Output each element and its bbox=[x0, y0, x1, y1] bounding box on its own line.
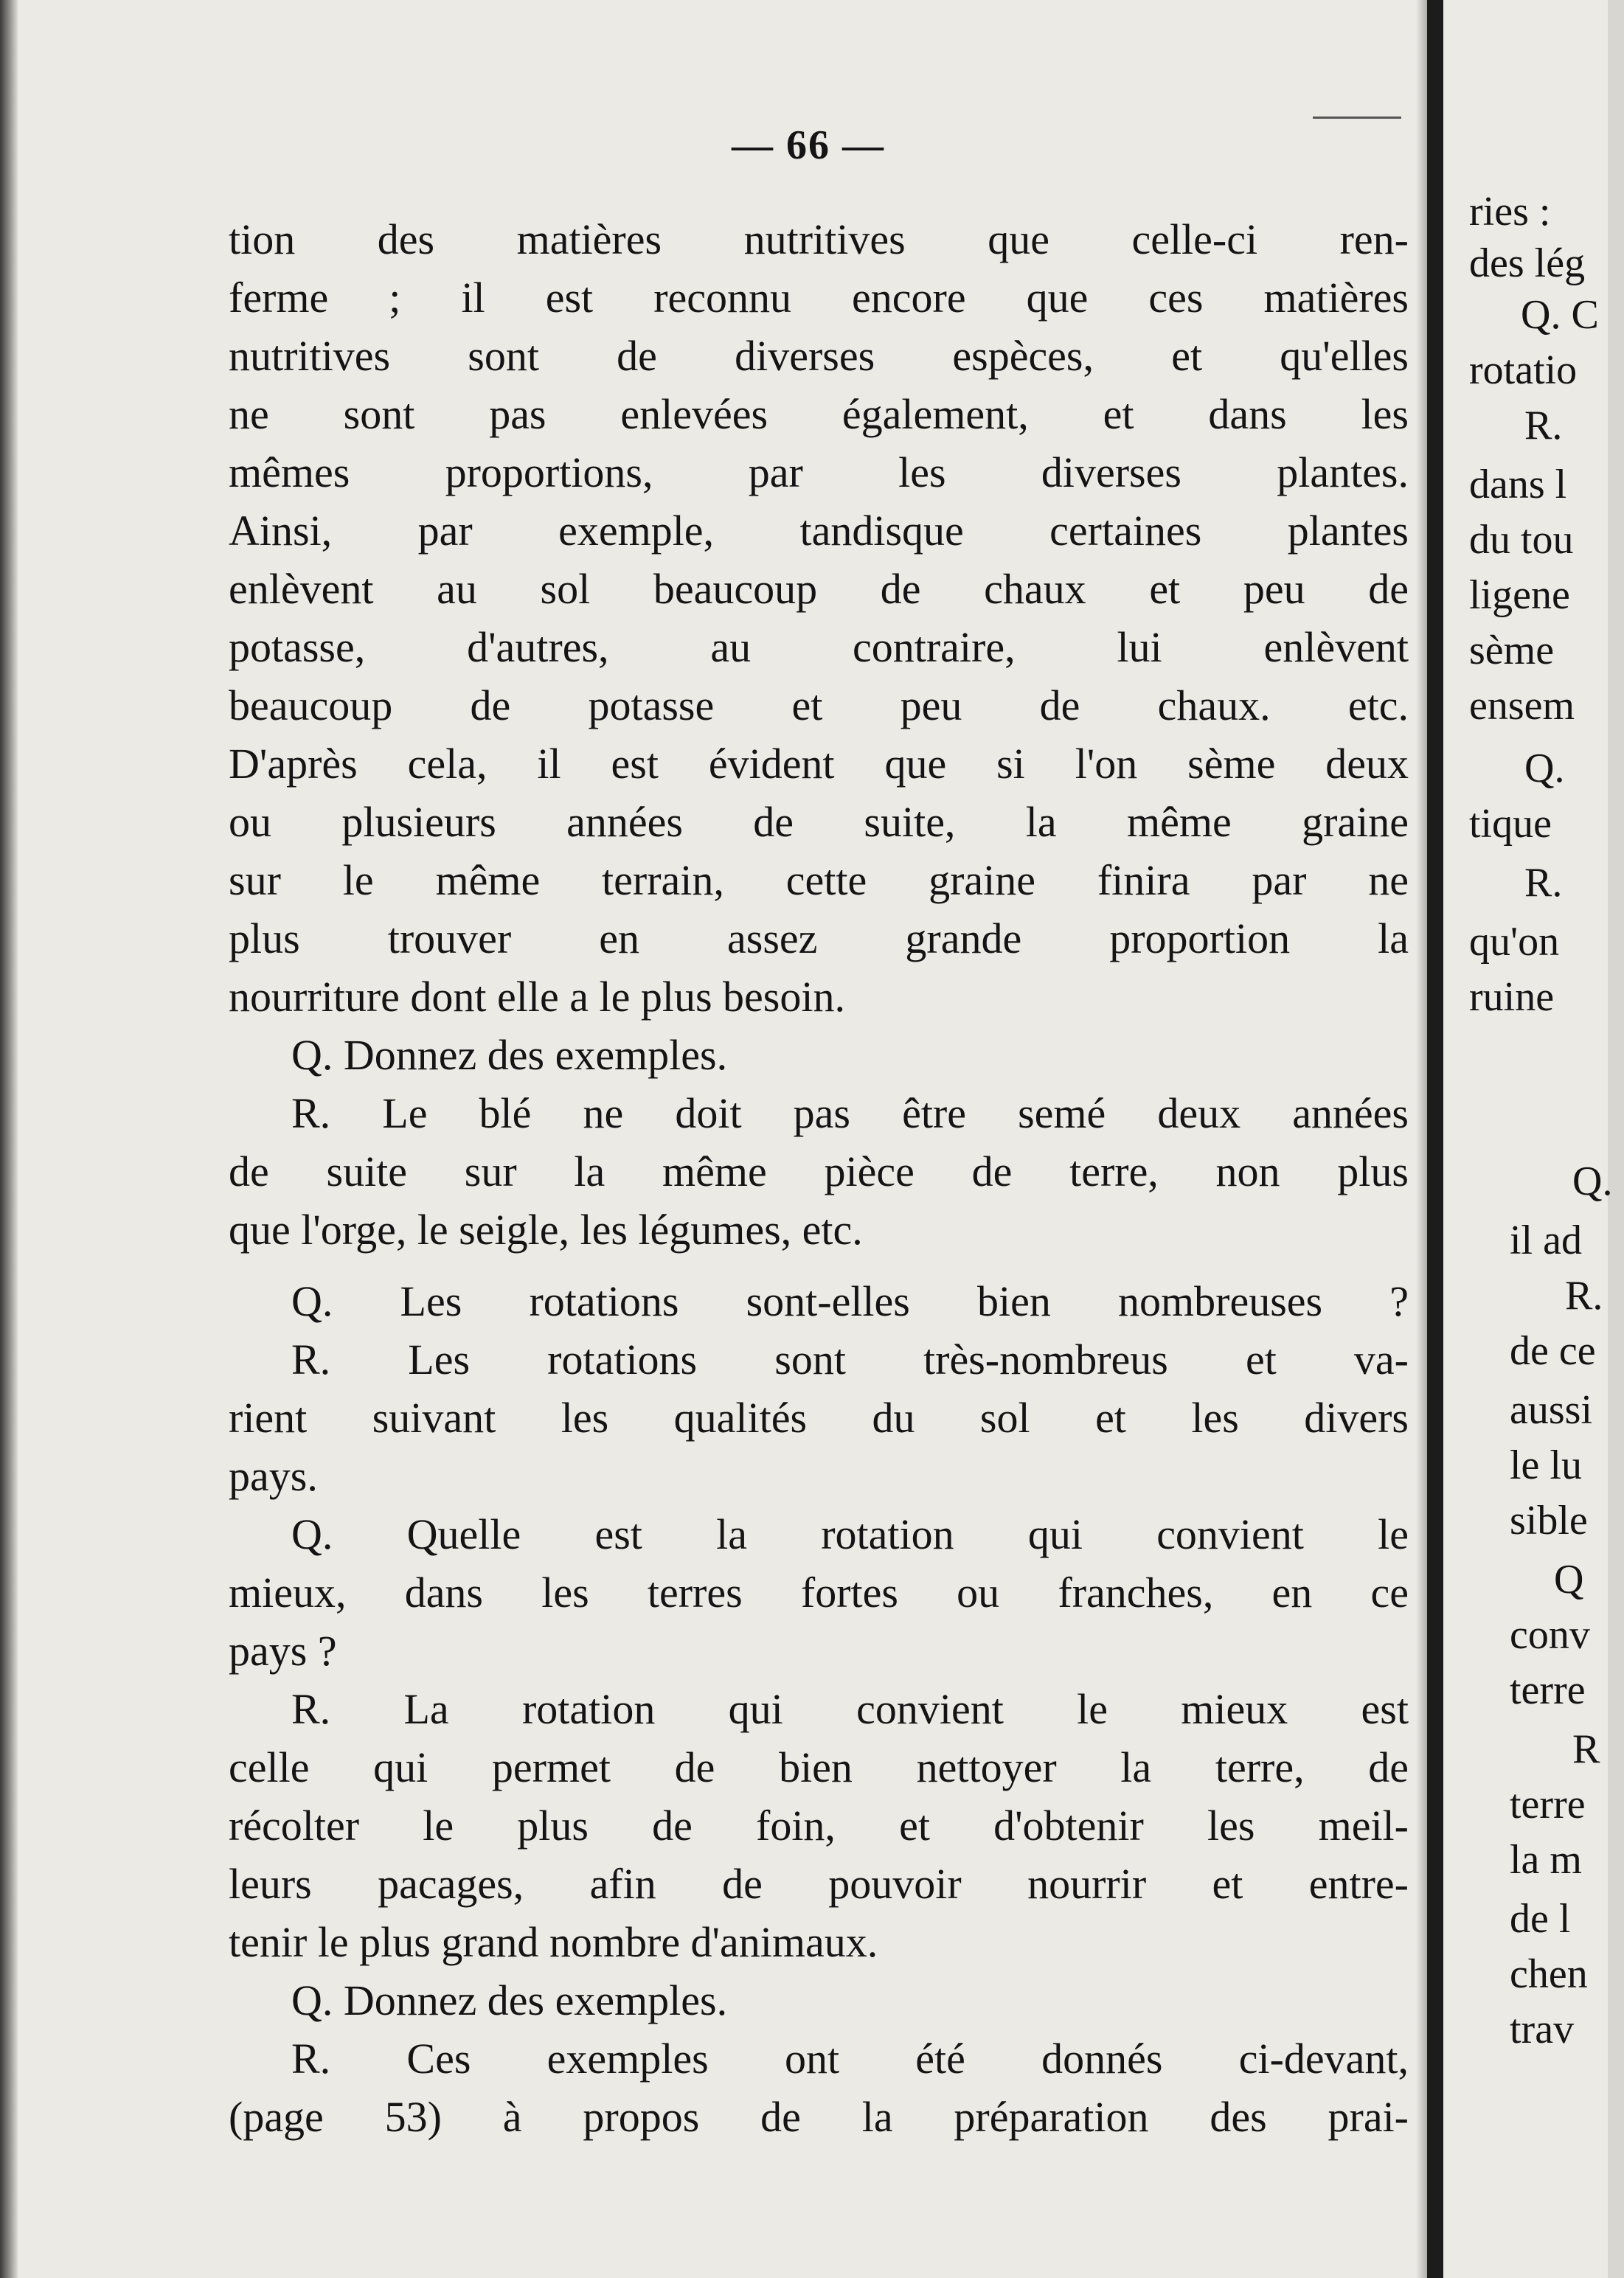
text-line: potasse, d'autres, au contraire, lui enlèvent bbox=[229, 623, 1409, 671]
text-line: ferme ; il est reconnu encore que ces matières bbox=[229, 274, 1409, 322]
binding-gutter bbox=[1427, 0, 1443, 2278]
facing-page-fragment: R. bbox=[1524, 403, 1563, 448]
facing-page-fragment: qu'on bbox=[1469, 919, 1560, 965]
text-line: tenir le plus grand nombre d'animaux. bbox=[229, 1918, 878, 1966]
text-line: R. Le blé ne doit pas être semé deux années bbox=[291, 1089, 1409, 1137]
facing-page-fragment: trav bbox=[1510, 2007, 1575, 2052]
text-line: R. Les rotations sont très-nombreus et va- bbox=[291, 1336, 1409, 1383]
text-line: beaucoup de potasse et peu de chaux. etc. bbox=[229, 681, 1409, 729]
facing-page-fragment: la m bbox=[1510, 1837, 1582, 1883]
text-line: R. La rotation qui convient le mieux est bbox=[291, 1685, 1409, 1733]
text-line: de suite sur la même pièce de terre, non plus bbox=[229, 1147, 1409, 1195]
text-line: (page 53) à propos de la préparation des prai- bbox=[229, 2093, 1409, 2141]
text-line: pays. bbox=[229, 1452, 318, 1500]
page-number bbox=[0, 122, 1624, 169]
gutter-shadow bbox=[1416, 0, 1427, 2278]
text-line: Q. Donnez des exemples. bbox=[291, 1031, 728, 1079]
facing-page-fragment: Q. bbox=[1572, 1159, 1613, 1204]
facing-page-fragment: aussi bbox=[1510, 1387, 1592, 1433]
facing-page-fragment: de l bbox=[1510, 1896, 1571, 1942]
text-line: leurs pacages, afin de pouvoir nourrir et entre- bbox=[229, 1860, 1409, 1908]
text-line: que l'orge, le seigle, les légumes, etc. bbox=[229, 1206, 863, 1254]
ink-mark bbox=[1313, 117, 1401, 119]
paragraph-gap bbox=[229, 1259, 1409, 1272]
text-line: celle qui permet de bien nettoyer la terre, de bbox=[229, 1743, 1409, 1791]
text-line: D'après cela, il est évident que si l'on sème deux bbox=[229, 740, 1409, 788]
text-line: ne sont pas enlevées également, et dans les bbox=[229, 390, 1409, 438]
text-line: nutritives sont de diverses espèces, et qu'elles bbox=[229, 332, 1409, 380]
text-line: Q. Les rotations sont-elles bien nombreuses ? bbox=[291, 1277, 1409, 1325]
text-line: Ainsi, par exemple, tandisque certaines plantes bbox=[229, 507, 1409, 555]
facing-page-fragment: il ad bbox=[1510, 1218, 1582, 1263]
text-line: Q. Donnez des exemples. bbox=[291, 1976, 728, 2024]
text-line: récolter le plus de foin, et d'obtenir les meil- bbox=[229, 1802, 1409, 1850]
text-line: nourriture dont elle a le plus besoin. bbox=[229, 973, 845, 1021]
left-page-edge bbox=[0, 0, 18, 2278]
facing-page-fragment: R. bbox=[1565, 1273, 1603, 1319]
text-line: mêmes proportions, par les diverses plantes. bbox=[229, 448, 1409, 496]
facing-page-fragments bbox=[1469, 0, 1613, 2278]
text-line: tion des matières nutritives que celle-ci ren- bbox=[229, 215, 1409, 263]
facing-page-fragment: terre bbox=[1510, 1667, 1586, 1713]
facing-page-fragment: sème bbox=[1469, 628, 1555, 673]
facing-page-fragment: du tou bbox=[1469, 517, 1574, 563]
facing-page-fragment: ries : bbox=[1469, 189, 1551, 235]
facing-page-fragment: chen bbox=[1510, 1951, 1588, 1997]
facing-page-fragment: des lég bbox=[1469, 240, 1586, 286]
facing-page-fragment: tique bbox=[1469, 801, 1552, 847]
facing-page-fragment: conv bbox=[1510, 1612, 1590, 1658]
text-line: sur le même terrain, cette graine finira par ne bbox=[229, 856, 1409, 904]
facing-page-fragment: ensem bbox=[1469, 683, 1575, 729]
text-line: rient suivant les qualités du sol et les divers bbox=[229, 1394, 1409, 1442]
facing-page-fragment: R bbox=[1572, 1726, 1600, 1772]
facing-page-fragment: sible bbox=[1510, 1498, 1588, 1543]
text-line: ou plusieurs années de suite, la même graine bbox=[229, 798, 1409, 846]
facing-page-fragment: Q. C bbox=[1521, 292, 1599, 338]
facing-page-fragment: de ce bbox=[1510, 1328, 1596, 1374]
facing-page-fragment: Q. bbox=[1524, 746, 1565, 791]
facing-page-fragment: terre bbox=[1510, 1782, 1586, 1827]
facing-page-fragment: ruine bbox=[1469, 974, 1555, 1020]
facing-page-fragment: ligene bbox=[1469, 572, 1570, 618]
right-page-edge bbox=[1608, 0, 1624, 2278]
text-line: pays ? bbox=[229, 1627, 337, 1675]
text-line: enlèvent au sol beaucoup de chaux et peu de bbox=[229, 565, 1409, 613]
page-number-text: — 66 — bbox=[732, 122, 885, 168]
text-line: plus trouver en assez grande proportion la bbox=[229, 914, 1409, 962]
text-line: R. Ces exemples ont été donnés ci-devant, bbox=[291, 2035, 1409, 2083]
main-text-column bbox=[229, 210, 1409, 2146]
text-line: mieux, dans les terres fortes ou franches, en ce bbox=[229, 1569, 1409, 1617]
facing-page-fragment: Q bbox=[1554, 1557, 1584, 1602]
text-line: Q. Quelle est la rotation qui convient le bbox=[291, 1510, 1409, 1558]
facing-page-fragment: le lu bbox=[1510, 1442, 1582, 1488]
facing-page-fragment: rotatio bbox=[1469, 347, 1578, 393]
facing-page-fragment: R. bbox=[1524, 860, 1563, 906]
facing-page-fragment: dans l bbox=[1469, 462, 1567, 507]
